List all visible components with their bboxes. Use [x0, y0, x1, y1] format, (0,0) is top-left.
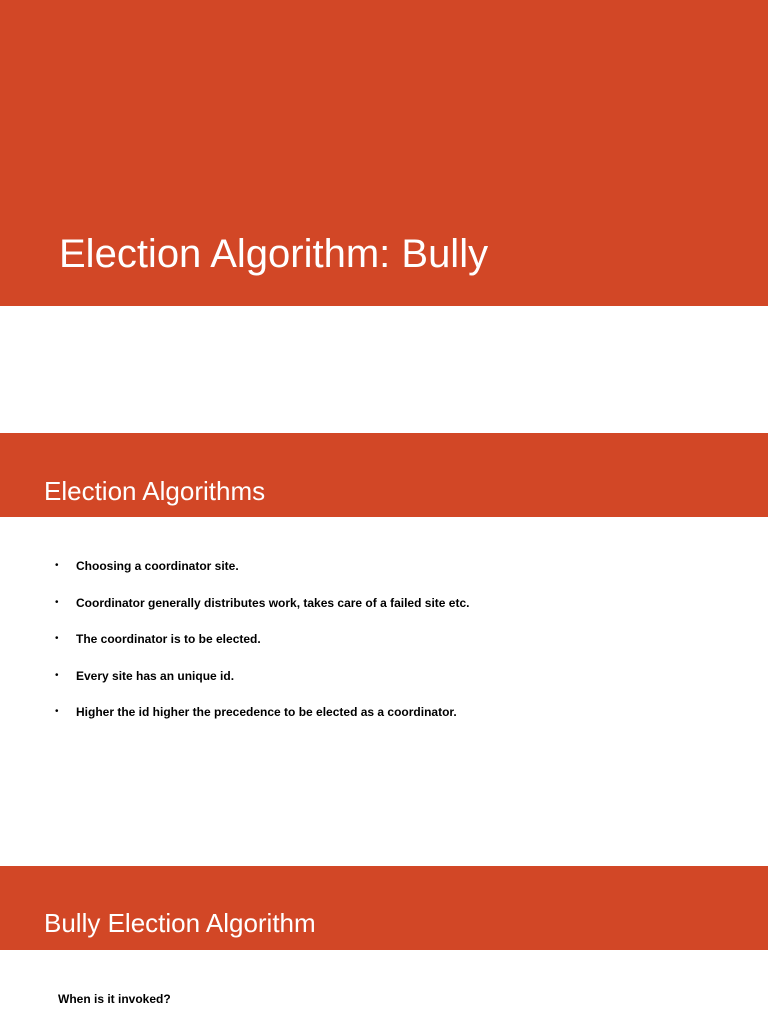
bullet-text: Higher the id higher the precedence to be elected as a coordinator. — [76, 705, 457, 719]
section-heading-election-algorithms: Election Algorithms — [44, 476, 266, 506]
bullet-dot-icon: • — [55, 706, 59, 717]
bullet-item — [55, 592, 469, 629]
section-heading-bully-election: Bully Election Algorithm — [44, 908, 316, 938]
bullet-item — [55, 628, 469, 665]
bullet-dot-icon: • — [55, 669, 59, 681]
bullet-text: Choosing a coordinator site. — [76, 559, 239, 573]
bullet-dot-icon: • — [55, 596, 59, 608]
bullet-item — [55, 701, 469, 738]
bullet-dot-icon: • — [55, 560, 59, 571]
subheading-when-invoked: When is it invoked? — [58, 992, 171, 1006]
bullet-item — [55, 555, 469, 592]
bullet-dot-icon: • — [55, 633, 59, 644]
bullet-item — [55, 665, 469, 702]
title-slide-heading: Election Algorithm: Bully — [59, 232, 489, 276]
bullet-text: Coordinator generally distributes work, takes care of a failed site etc. — [76, 595, 470, 610]
bullet-text: Every site has an unique id. — [76, 668, 235, 683]
bullet-list — [55, 555, 469, 738]
bullet-text: The coordinator is to be elected. — [76, 632, 261, 646]
